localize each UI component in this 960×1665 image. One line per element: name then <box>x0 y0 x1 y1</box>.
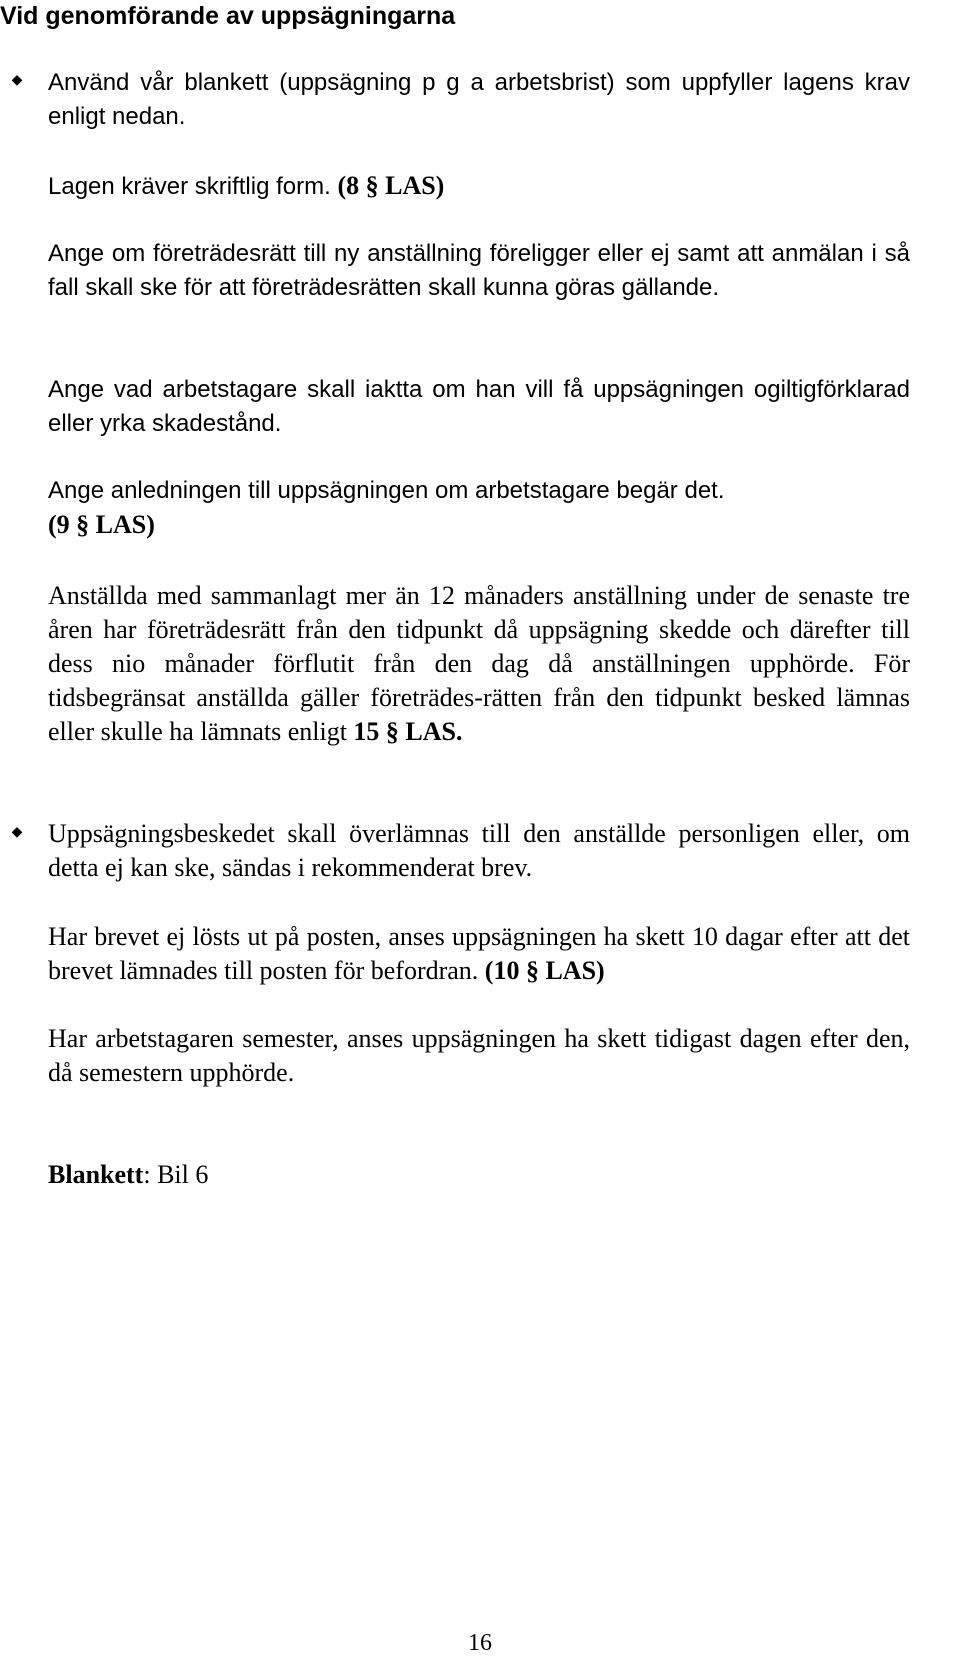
vacation-paragraph: Har arbetstagaren semester, anses uppsägningen ha skett tidigast dagen efter den, då semestern upphörde. <box>48 1024 910 1087</box>
written-form-paragraph <box>48 169 910 204</box>
delivery-paragraph: Uppsägningsbeskedet skall överlämnas till den anställde personligen eller, om detta ej kan ske, sändas i rekommenderat brev. <box>48 819 910 882</box>
law-reference-8: (8 § LAS) <box>337 171 445 200</box>
unclaimed-letter-text: Har brevet ej lösts ut på posten, anses uppsägningen ha skett 10 dagar efter att det brevet lämnades till posten för befordran. <box>48 922 910 985</box>
employment-rights-paragraph <box>48 579 910 749</box>
page-heading: Vid genomförande av uppsägningarna <box>0 2 456 30</box>
law-reference-9: (9 § LAS) <box>48 510 155 539</box>
reason-text: Ange anledningen till uppsägningen om arbetstagare begär det. <box>48 477 725 504</box>
employee-action-paragraph: Ange vad arbetstagare skall iaktta om han vill få uppsägningen ogiltigförklarad eller yrka skadestånd. <box>48 376 910 437</box>
instruction-use-form: Använd vår blankett (uppsägning p g a arbetsbrist) som uppfyller lagens krav enligt nedan. <box>48 69 910 130</box>
form-reference <box>48 1158 910 1192</box>
law-reference-15: 15 § LAS. <box>353 717 463 746</box>
law-reference-10: (10 § LAS) <box>484 956 605 985</box>
written-form-text: Lagen kräver skriftlig form. <box>48 173 338 200</box>
form-label: Blankett <box>48 1160 144 1189</box>
unclaimed-letter-paragraph <box>48 920 910 988</box>
form-value: : Bil 6 <box>143 1160 209 1189</box>
bullet-diamond-icon: ◆ <box>11 825 23 840</box>
employment-rights-text: Anställda med sammanlagt mer än 12 månaders anställning under de senaste tre åren har företrädesrätt från den tidpunkt då uppsägning skedde och därefter till dess nio månader förflutit från den dag då anställningen upphörde. För tidsbegränsat anställda gäller företrädes-rätten från den tidpunkt besked lämnas eller skulle ha lämnats enligt <box>48 581 910 746</box>
bullet-diamond-icon: ◆ <box>11 73 23 88</box>
preferential-right-paragraph: Ange om företrädesrätt till ny anställning föreligger eller ej samt att anmälan i så fall skall ske för att företrädesrätten skall kunna göras gällande. <box>48 240 910 301</box>
page-number: 16 <box>468 1630 492 1656</box>
reason-paragraph <box>48 474 910 542</box>
